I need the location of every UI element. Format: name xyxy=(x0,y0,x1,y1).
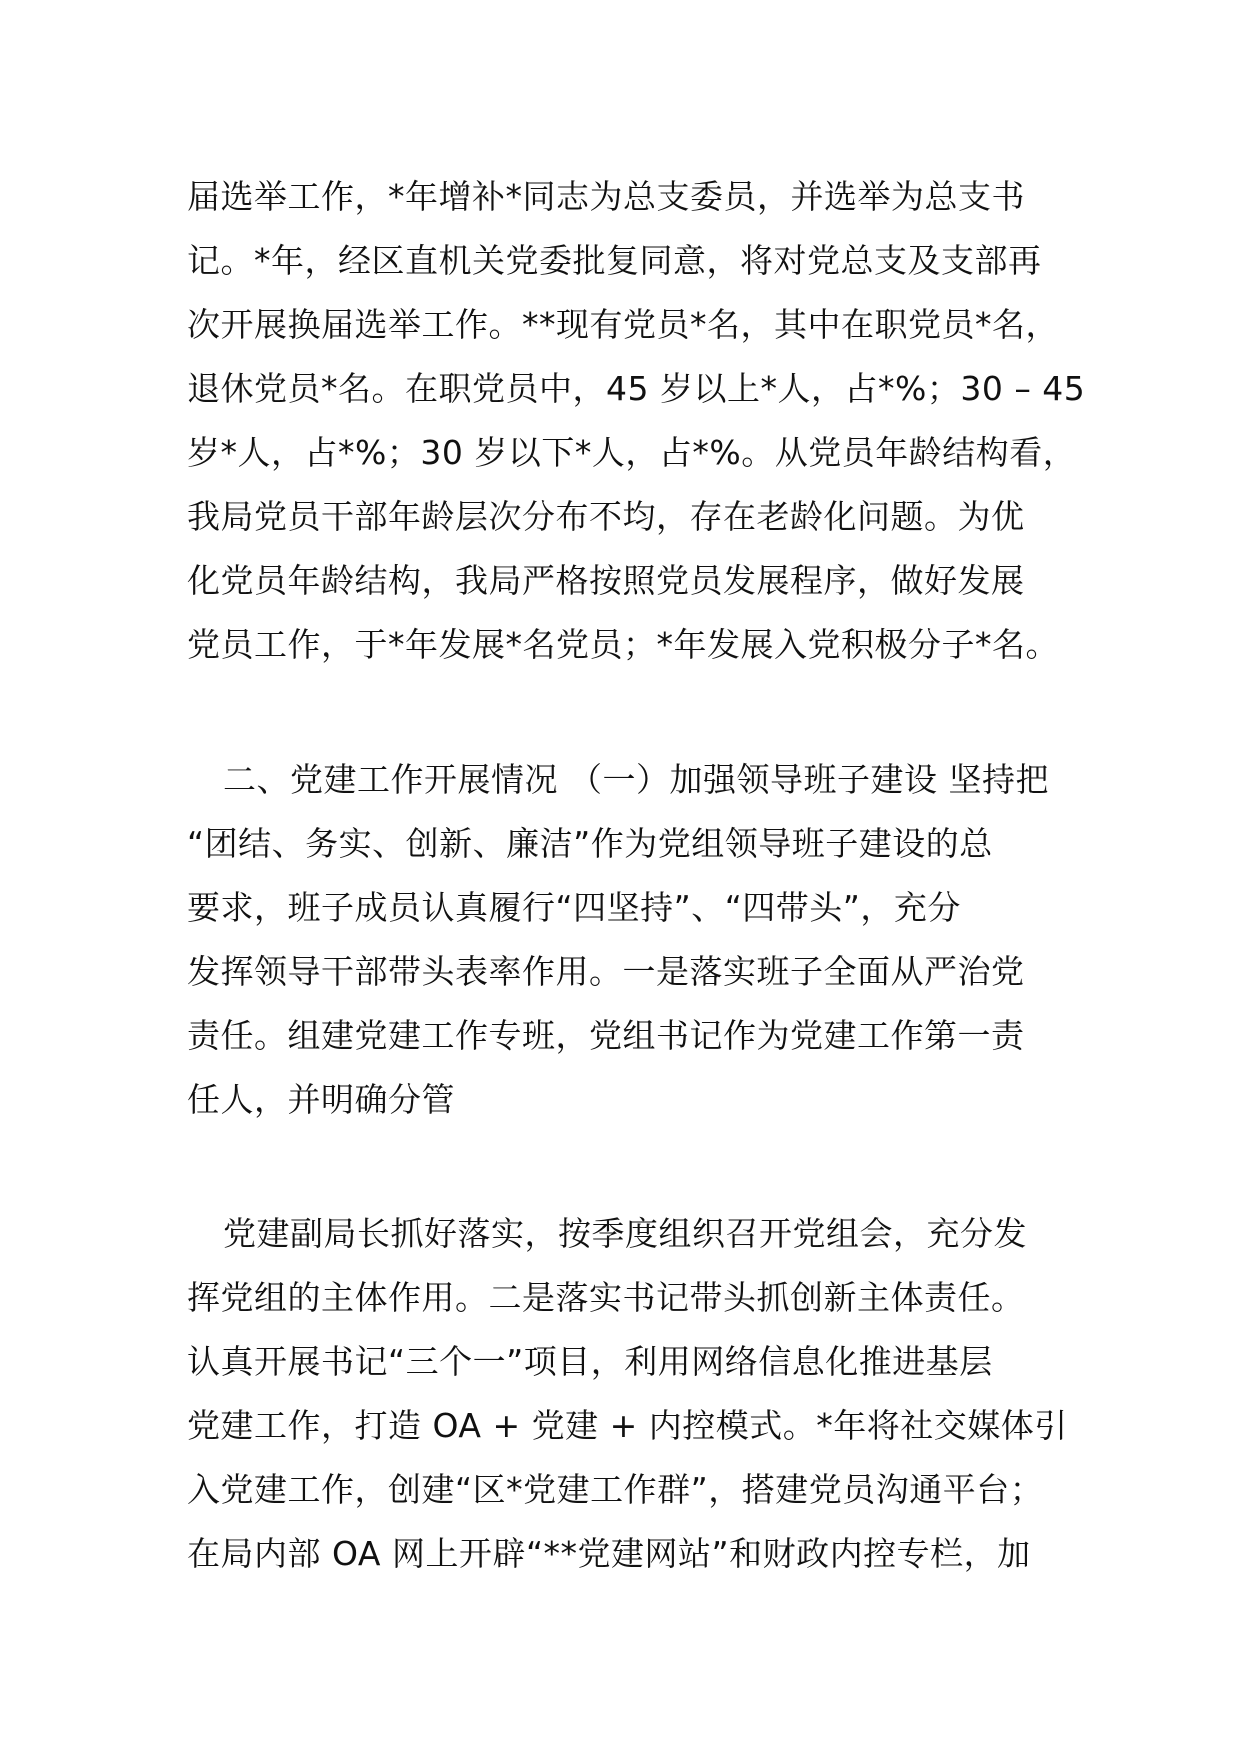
text-line: 责任。组建党建工作专班，党组书记作为党建工作第一责 xyxy=(187,1016,1025,1055)
text-line: 党员工作，于*年发展*名党员；*年发展入党积极分子*名。 xyxy=(187,625,1059,664)
text-line: 党建副局长抓好落实，按季度组织召开党组会，充分发 xyxy=(223,1214,1027,1253)
text-line: 我局党员干部年龄层次分布不均，存在老龄化问题。为优 xyxy=(187,497,1025,536)
paragraph-party-building-section xyxy=(187,748,1087,1132)
text-line: “团结、务实、创新、廉洁”作为党组领导班子建设的总 xyxy=(187,824,993,863)
text-line: 任人，并明确分管 xyxy=(187,1080,455,1119)
paragraph-member-structure xyxy=(187,165,1087,677)
text-line: 退休党员*名。在职党员中，45 岁以上*人，占*%；30 – 45 xyxy=(187,369,1086,408)
text-line: 要求，班子成员认真履行“四坚持”、“四带头”，充分 xyxy=(187,888,961,927)
text-line: 党建工作，打造 OA + 党建 + 内控模式。*年将社交媒体引 xyxy=(187,1406,1068,1445)
text-line: 届选举工作，*年增补*同志为总支委员，并选举为总支书 xyxy=(187,177,1025,216)
text-line: 岁*人，占*%；30 岁以下*人，占*%。从党员年龄结构看， xyxy=(187,433,1077,472)
text-line: 发挥领导干部带头表率作用。一是落实班子全面从严治党 xyxy=(187,952,1025,991)
text-line: 挥党组的主体作用。二是落实书记带头抓创新主体责任。 xyxy=(187,1278,1025,1317)
text-line: 认真开展书记“三个一”项目，利用网络信息化推进基层 xyxy=(187,1342,993,1381)
text-line: 化党员年龄结构，我局严格按照党员发展程序，做好发展 xyxy=(187,561,1025,600)
text-line: 入党建工作，创建“区*党建工作群”，搭建党员沟通平台； xyxy=(187,1470,1044,1509)
text-line: 记。*年，经区直机关党委批复同意，将对党总支及支部再 xyxy=(187,241,1042,280)
text-line: 在局内部 OA 网上开辟“**党建网站”和财政内控专栏，加 xyxy=(187,1534,1031,1573)
paragraph-secretary-innovation xyxy=(187,1202,1087,1586)
text-line: 次开展换届选举工作。**现有党员*名，其中在职党员*名， xyxy=(187,305,1059,344)
section-heading-line: 二、党建工作开展情况 （一）加强领导班子建设 坚持把 xyxy=(223,760,1049,799)
